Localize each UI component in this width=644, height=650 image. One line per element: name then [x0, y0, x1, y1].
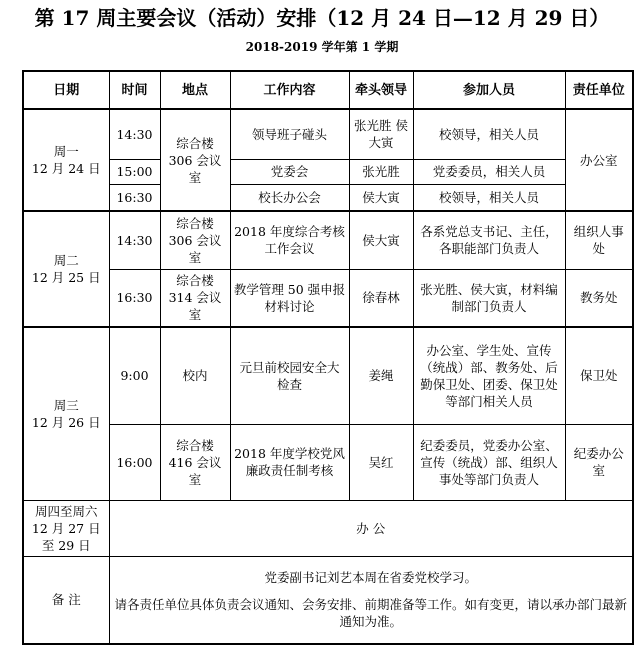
time-cell: 9:00 [109, 327, 160, 424]
content-cell: 党委会 [230, 159, 349, 184]
day-name: 周三 [53, 397, 79, 413]
leader-cell: 徐春林 [349, 269, 413, 327]
leader-cell: 侯大寅 [349, 184, 413, 211]
day-date: 12 月 26 日 [31, 414, 101, 430]
day-cell-wed [23, 327, 109, 500]
unit-cell: 教务处 [565, 269, 633, 327]
header-date: 日期 [23, 71, 109, 109]
attendees-cell: 校领导，相关人员 [413, 184, 565, 211]
office-work-cell: 办 公 [109, 500, 633, 556]
day-name: 周四至周六 [34, 503, 98, 519]
leader-cell: 张光胜 侯大寅 [349, 109, 413, 159]
leader-cell: 姜绳 [349, 327, 413, 424]
time-cell: 16:00 [109, 424, 160, 500]
remark-line-1: 党委副书记刘艺本周在省委党校学习。 [264, 570, 477, 586]
unit-cell: 组织人事处 [565, 211, 633, 269]
table-row [23, 159, 633, 184]
header-row [23, 71, 633, 109]
unit-cell: 办公室 [565, 109, 633, 211]
content-cell: 元旦前校园安全大检查 [230, 327, 349, 424]
table-row [23, 556, 633, 644]
day-name: 周二 [53, 253, 79, 268]
remark-line-2: 请各责任单位具体负责会议通知、会务安排、前期准备等工作。如有变更，请以承办部门最新通知为准。 [114, 597, 627, 630]
day-cell-thu-sat [23, 500, 109, 556]
header-content: 工作内容 [230, 71, 349, 109]
time-cell: 16:30 [109, 269, 160, 327]
header-unit: 责任单位 [565, 71, 633, 109]
time-cell: 15:00 [109, 159, 160, 184]
time-cell: 16:30 [109, 184, 160, 211]
header-attendees: 参加人员 [413, 71, 565, 109]
time-cell: 14:30 [109, 109, 160, 159]
semester-subtitle: 2018-2019 学年第 1 学期 [245, 40, 399, 54]
leader-cell: 张光胜 [349, 159, 413, 184]
attendees-cell: 张光胜、侯大寅，材料编制部门负责人 [413, 269, 565, 327]
table-row [23, 109, 633, 159]
unit-cell: 保卫处 [565, 327, 633, 424]
table-row [23, 184, 633, 211]
attendees-cell: 党委委员，相关人员 [413, 159, 565, 184]
page-title: 第 17 周主要会议（活动）安排（12 月 24 日—12 月 29 日） [34, 6, 610, 30]
table-row [23, 424, 633, 500]
place-cell: 综合楼 306 会议室 [160, 211, 230, 269]
table-row [23, 211, 633, 269]
content-cell: 领导班子碰头 [230, 109, 349, 159]
content-cell: 2018 年度综合考核工作会议 [230, 211, 349, 269]
place-cell: 综合楼 306 会议室 [160, 109, 230, 211]
schedule-table [22, 70, 634, 645]
header-leader: 牵头领导 [349, 71, 413, 109]
attendees-cell: 办公室、学生处、宣传（统战）部、教务处、后勤保卫处、团委、保卫处等部门相关人员 [413, 327, 565, 424]
time-cell: 14:30 [109, 211, 160, 269]
table-row [23, 269, 633, 327]
content-cell: 2018 年度学校党风廉政责任制考核 [230, 424, 349, 500]
day-cell-tue [23, 211, 109, 327]
day-date: 12 月 24 日 [31, 161, 101, 176]
unit-cell: 纪委办公室 [565, 424, 633, 500]
table-row [23, 500, 633, 556]
content-cell: 教学管理 50 强申报材料讨论 [230, 269, 349, 327]
day-name: 周一 [53, 144, 79, 159]
header-time: 时间 [109, 71, 160, 109]
day-date: 12 月 25 日 [31, 270, 101, 285]
place-cell: 综合楼 314 会议室 [160, 269, 230, 327]
day-date: 12 月 27 日至 29 日 [31, 520, 101, 553]
attendees-cell: 纪委委员，党委办公室、宣传（统战）部、组织人事处等部门负责人 [413, 424, 565, 500]
day-cell-mon [23, 109, 109, 211]
header-place: 地点 [160, 71, 230, 109]
place-cell: 综合楼 416 会议室 [160, 424, 230, 500]
content-cell: 校长办公会 [230, 184, 349, 211]
attendees-cell: 校领导，相关人员 [413, 109, 565, 159]
place-cell: 校内 [160, 327, 230, 424]
remarks-label: 备 注 [23, 556, 109, 644]
attendees-cell: 各系党总支书记、主任，各职能部门负责人 [413, 211, 565, 269]
leader-cell: 侯大寅 [349, 211, 413, 269]
table-row [23, 327, 633, 424]
remarks-cell [109, 556, 633, 644]
leader-cell: 吴红 [349, 424, 413, 500]
